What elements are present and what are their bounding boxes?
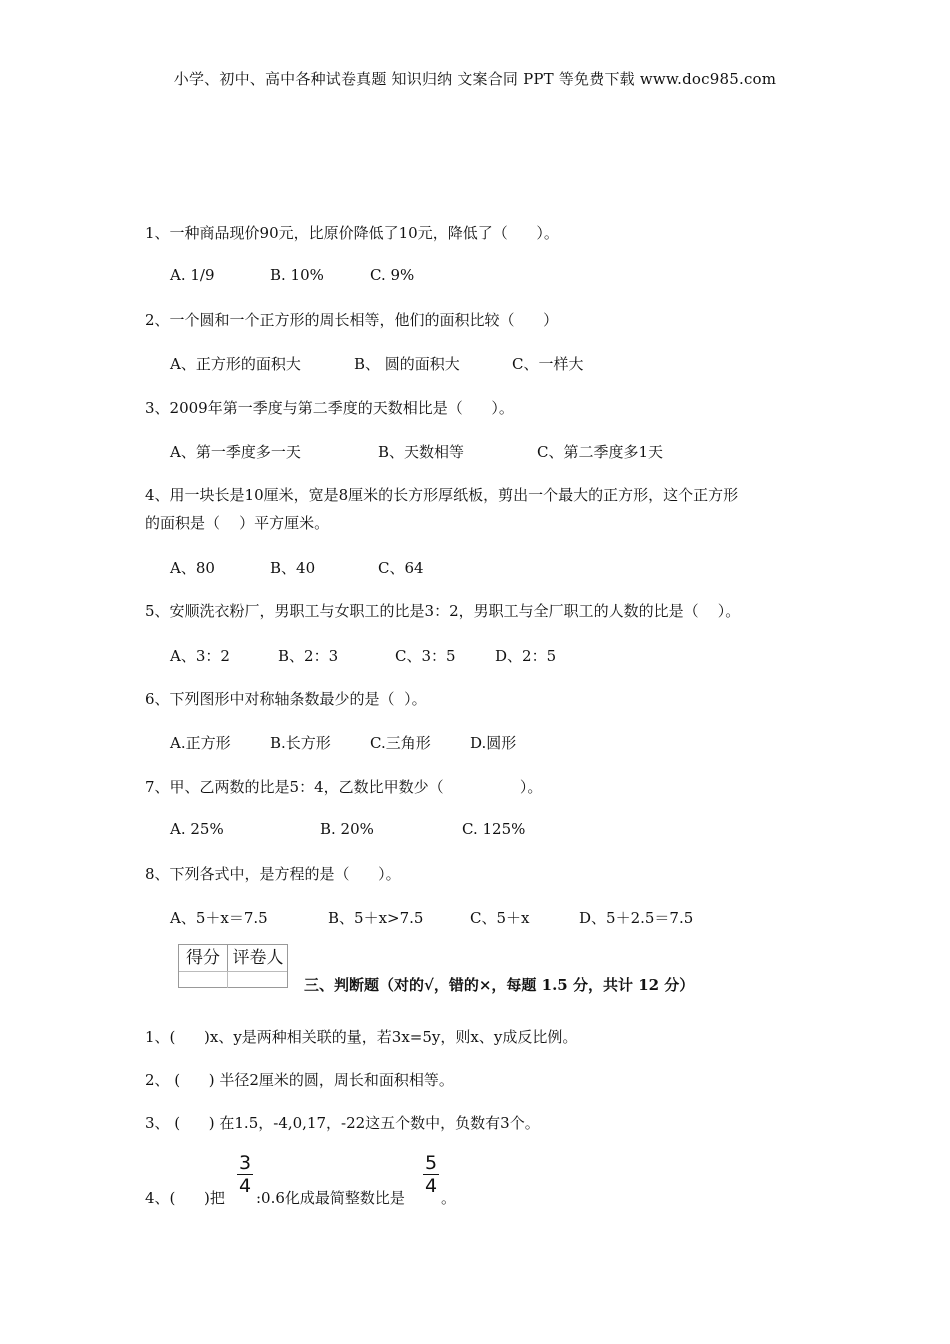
option-8a: A、5＋x＝7.5	[170, 909, 268, 927]
option-2b: B、 圆的面积大	[354, 355, 460, 373]
option-5c: C、3：5	[395, 647, 456, 665]
fraction-five-quarters	[423, 1153, 439, 1196]
option-4a: A、80	[170, 559, 215, 577]
fraction-denominator: 4	[424, 1175, 438, 1197]
judge-question-2: 2、 ( ) 半径2厘米的圆，周长和面积相等。	[145, 1071, 454, 1089]
option-5a: A、3：2	[170, 647, 230, 665]
option-1c: C. 9%	[370, 266, 415, 284]
option-6d: D.圆形	[470, 734, 517, 752]
judge-question-1: 1、( )x、y是两种相关联的量，若3x=5y，则x、y成反比例。	[145, 1028, 578, 1046]
option-8d: D、5＋2.5＝7.5	[579, 909, 694, 927]
option-2a: A、正方形的面积大	[170, 355, 301, 373]
judge-question-4-prefix: 4、( )把	[145, 1189, 225, 1207]
option-3c: C、第二季度多1天	[537, 443, 664, 461]
option-3b: B、天数相等	[378, 443, 465, 461]
option-6c: C.三角形	[370, 734, 431, 752]
question-2: 2、一个圆和一个正方形的周长相等，他们的面积比较（ ）	[145, 311, 559, 329]
judge-question-3: 3、 ( ) 在1.5，-4,0,17，-22这五个数中，负数有3个。	[145, 1114, 540, 1132]
fraction-numerator: 3	[238, 1152, 252, 1174]
table-divider	[179, 971, 287, 972]
question-7: 7、甲、乙两数的比是5：4，乙数比甲数少（ ）。	[145, 778, 543, 796]
option-8c: C、5＋x	[470, 909, 530, 927]
table-divider	[227, 971, 228, 988]
judge-question-4-middle: :0.6化成最简整数比是	[256, 1189, 405, 1207]
judge-question-4-suffix: 。	[441, 1189, 457, 1207]
question-1: 1、一种商品现价90元，比原价降低了10元，降低了（ ）。	[145, 224, 559, 242]
option-4c: C、64	[378, 559, 424, 577]
question-4: 4、用一块长是10厘米，宽是8厘米的长方形厚纸板，剪出一个最大的正方形，这个正方形	[145, 486, 739, 504]
question-4-cont: 的面积是（ ）平方厘米。	[145, 514, 330, 532]
option-7a: A. 25%	[170, 820, 224, 838]
fraction-three-quarters	[237, 1153, 253, 1196]
question-6: 6、下列图形中对称轴条数最少的是（ ）。	[145, 690, 427, 708]
option-1b: B. 10%	[270, 266, 324, 284]
question-3: 3、2009年第一季度与第二季度的天数相比是（ ）。	[145, 399, 514, 417]
option-1a: A. 1/9	[170, 266, 215, 284]
option-4b: B、40	[270, 559, 316, 577]
section-title: 三、判断题（对的√，错的×，每题 1.5 分，共计 12 分）	[304, 976, 695, 994]
grader-header: 评卷人	[232, 948, 284, 968]
option-8b: B、5＋x>7.5	[328, 909, 424, 927]
score-header: 得分	[179, 945, 228, 971]
score-table	[178, 944, 288, 988]
option-5b: B、2：3	[278, 647, 339, 665]
option-5d: D、2：5	[495, 647, 557, 665]
option-7c: C. 125%	[462, 820, 526, 838]
fraction-denominator: 4	[238, 1175, 252, 1197]
option-7b: B. 20%	[320, 820, 374, 838]
option-2c: C、一样大	[512, 355, 584, 373]
option-6b: B.长方形	[270, 734, 331, 752]
option-3a: A、第一季度多一天	[170, 443, 301, 461]
option-6a: A.正方形	[170, 734, 231, 752]
fraction-numerator: 5	[424, 1152, 438, 1174]
question-5: 5、安顺洗衣粉厂，男职工与女职工的比是3：2，男职工与全厂职工的人数的比是（ ）。	[145, 602, 741, 620]
page-header: 小学、初中、高中各种试卷真题 知识归纳 文案合同 PPT 等免费下载 www.doc985.com	[173, 70, 777, 88]
question-8: 8、下列各式中，是方程的是（ ）。	[145, 865, 401, 883]
